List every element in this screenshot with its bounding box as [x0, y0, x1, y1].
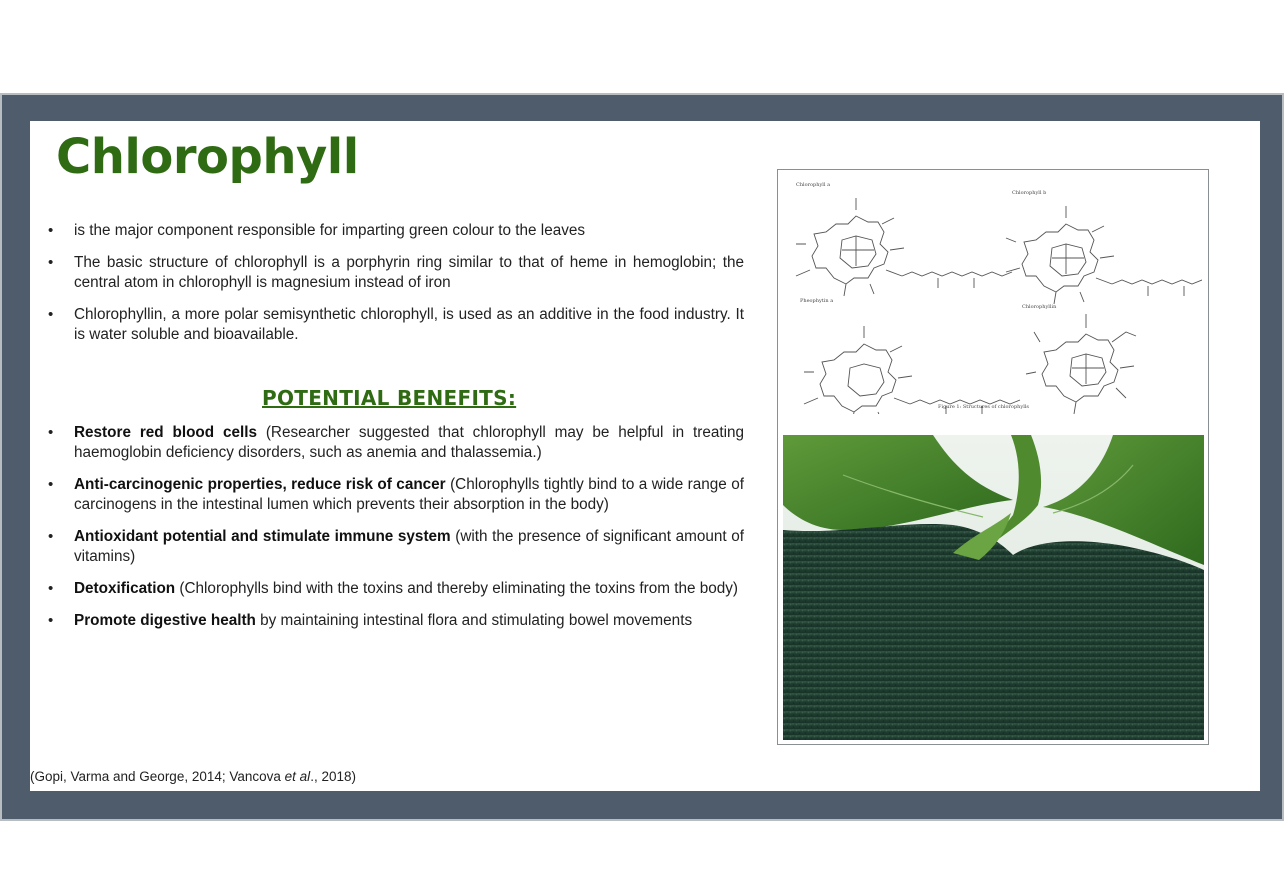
intro-bullet: • The basic structure of chlorophyll is a porphyrin ring similar to that of heme in hemoglobin; the central atom in chlorophyll is magnesium instead of iron: [48, 254, 744, 291]
slide-frame: [0, 93, 1284, 821]
intro-bullet: • Chlorophyllin, a more polar semisynthetic chlorophyll, is used as an additive in the food industry. It is water soluble and bioavailable.: [48, 306, 744, 343]
structure-label: Chlorophyllin: [1022, 304, 1057, 310]
bullet-icon: •: [48, 612, 54, 629]
intro-bullet: • is the major component responsible for imparting green colour to the leaves: [48, 222, 586, 239]
chlorophyll-powder-photo: [783, 435, 1204, 740]
bullet-icon: •: [48, 222, 54, 239]
structure-label: Chlorophyll a: [796, 182, 831, 188]
structure-label: Chlorophyll b: [1012, 190, 1047, 196]
benefit-text: (Chlorophylls bind with the toxins and thereby eliminating the toxins from the body): [175, 580, 739, 597]
benefit-title: Promote digestive health: [74, 612, 256, 629]
benefit-text: (with the presence of significant amount of vitamins): [74, 528, 744, 565]
figure-caption: Figure 1: Structures of chlorophylls: [938, 404, 1029, 410]
benefit-text: (Chlorophylls tightly bind to a wide range of carcinogens in the intestinal lumen which prevents their absorption in the body): [74, 476, 744, 513]
bullet-icon: •: [48, 528, 54, 545]
bullet-icon: •: [48, 306, 54, 323]
slide: [30, 121, 1260, 791]
bullet-icon: •: [48, 580, 54, 597]
benefit-item: [48, 423, 744, 463]
structure-label: Pheophytin a: [800, 298, 834, 304]
molecule-structure-icon: [1026, 314, 1136, 414]
benefit-title: Antioxidant potential and stimulate immune system: [74, 528, 451, 545]
bullet-icon: •: [48, 476, 54, 493]
benefit-title: Anti-carcinogenic properties, reduce risk of cancer: [74, 476, 446, 493]
benefit-title: Detoxification: [74, 580, 176, 597]
benefit-text: (Researcher suggested that chlorophyll may be helpful in treating haemoglobin deficiency disorders, such as anemia and thalassemia.): [74, 424, 744, 461]
molecule-structure-icon: [804, 326, 1020, 414]
benefit-item: [48, 527, 744, 567]
benefit-title: Restore red blood cells: [74, 424, 257, 441]
chemical-structures-figure: [786, 174, 1202, 414]
molecule-structure-icon: [1006, 206, 1202, 304]
figure-panel: [777, 169, 1209, 745]
benefit-item: [48, 579, 744, 599]
bullet-icon: •: [48, 424, 54, 441]
citation: (Gopi, Varma and George, 2014; Vancova et al., 2018): [30, 769, 356, 784]
benefit-item: [48, 475, 744, 515]
benefits-list: [48, 423, 744, 643]
benefits-heading: POTENTIAL BENEFITS:: [262, 386, 517, 410]
intro-list: [48, 221, 744, 357]
benefit-text: by maintaining intestinal flora and stimulating bowel movements: [255, 612, 693, 629]
molecule-structure-icon: [796, 198, 1012, 296]
bullet-icon: •: [48, 254, 54, 271]
benefit-item: [48, 611, 744, 631]
slide-title: Chlorophyll: [56, 129, 359, 185]
